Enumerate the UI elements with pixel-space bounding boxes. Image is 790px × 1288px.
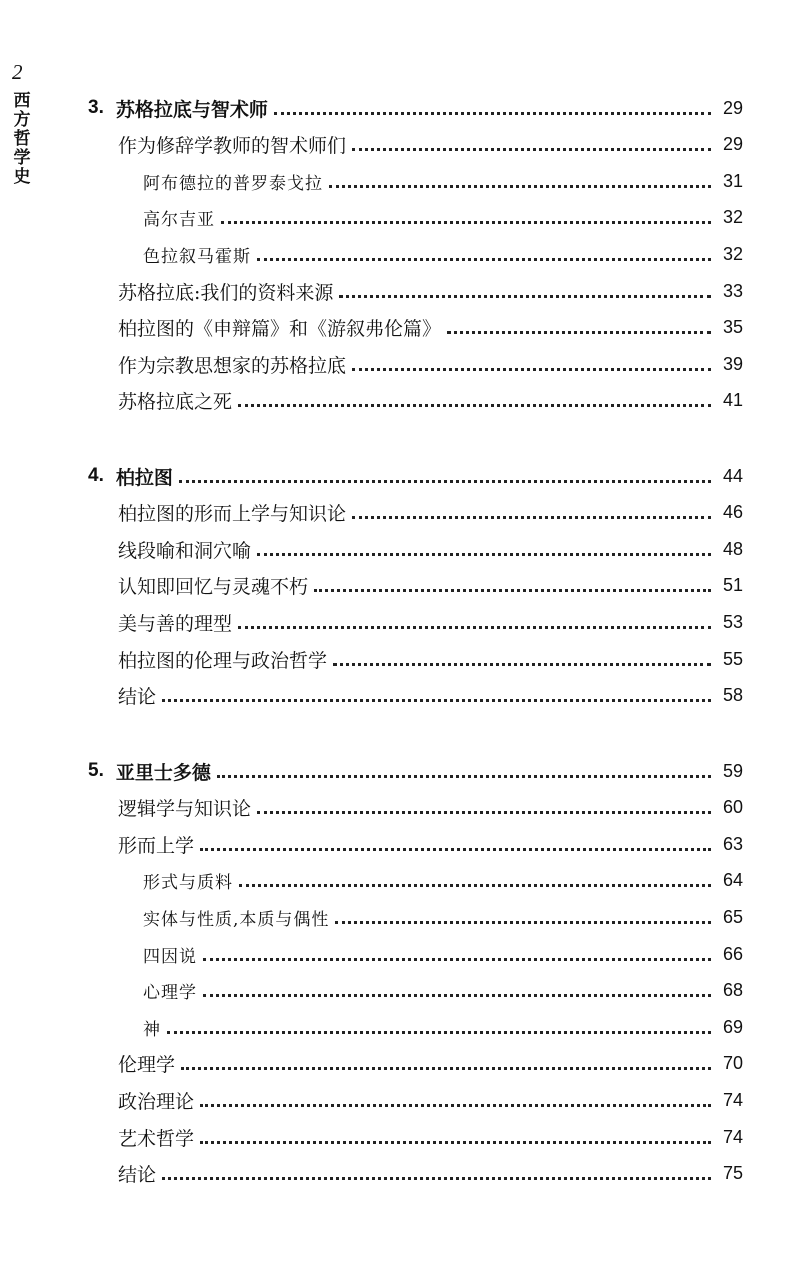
page-ref: 65 (722, 906, 743, 927)
leader-dots (200, 1104, 711, 1107)
page-ref: 74 (722, 1089, 743, 1110)
chapter-number: 5. (88, 760, 104, 781)
leader-dots (257, 258, 711, 261)
entry-title: 形而上学 (118, 834, 195, 857)
page-number: 2 (12, 60, 23, 84)
leader-dots (352, 368, 711, 371)
toc-subentry (118, 386, 743, 416)
running-title: 西方哲学史 (13, 91, 31, 187)
page-ref: 33 (722, 280, 743, 301)
entry-title: 政治理论 (118, 1090, 195, 1113)
toc-subsubentry (143, 1012, 743, 1042)
toc-subentry (118, 644, 743, 674)
entry-title: 柏拉图的伦理与政治哲学 (118, 649, 328, 672)
leader-dots (314, 589, 711, 592)
leader-dots (335, 921, 711, 924)
leader-dots (257, 811, 711, 814)
toc-subentry (118, 130, 743, 160)
toc-subentry (118, 1049, 743, 1079)
page-ref: 46 (722, 502, 743, 523)
page-ref: 41 (722, 390, 743, 411)
toc-subentry (118, 829, 743, 859)
toc-subentry (118, 1122, 743, 1152)
toc-subentry (118, 276, 743, 306)
leader-dots (352, 516, 711, 519)
toc-chapter-heading (88, 93, 743, 123)
entry-title: 形式与质料 (143, 873, 233, 894)
leader-dots (274, 112, 711, 115)
page-ref: 66 (722, 943, 743, 964)
page-ref: 35 (722, 317, 743, 338)
entry-title: 四因说 (143, 946, 197, 967)
entry-title: 结论 (118, 686, 157, 709)
leader-dots (162, 1177, 711, 1180)
page-ref: 68 (722, 980, 743, 1001)
leader-dots (203, 994, 711, 997)
entry-title: 心理学 (143, 983, 197, 1004)
toc-subentry (118, 607, 743, 637)
page-ref: 39 (722, 353, 743, 374)
page-ref: 63 (722, 833, 743, 854)
page-ref: 31 (722, 170, 743, 191)
leader-dots (238, 404, 711, 407)
toc-subentry (118, 793, 743, 823)
leader-dots (239, 884, 711, 887)
entry-title: 美与善的理型 (118, 612, 233, 635)
toc-subentry (118, 313, 743, 343)
entry-title: 结论 (118, 1164, 157, 1187)
toc-subentry (118, 1159, 743, 1189)
toc-subsubentry (143, 939, 743, 969)
toc-subsubentry (143, 239, 743, 269)
chapter-title: 苏格拉底与智术师 (115, 98, 268, 121)
entry-title: 苏格拉底:我们的资料来源 (118, 281, 334, 304)
leader-dots (181, 1067, 711, 1070)
leader-dots (221, 221, 711, 224)
page-ref: 53 (722, 611, 743, 632)
page-ref: 59 (722, 760, 743, 781)
leader-dots (329, 185, 711, 188)
page-ref: 29 (722, 134, 743, 155)
entry-title: 神 (143, 1019, 161, 1040)
page-ref: 75 (722, 1163, 743, 1184)
entry-title: 线段喻和洞穴喻 (118, 539, 252, 562)
entry-title: 作为修辞学教师的智术师们 (118, 135, 347, 158)
entry-title: 伦理学 (118, 1054, 176, 1077)
leader-dots (162, 699, 711, 702)
page-ref: 58 (722, 685, 743, 706)
leader-dots (333, 663, 711, 666)
toc-subentry (118, 349, 743, 379)
entry-title: 柏拉图的形而上学与知识论 (118, 503, 347, 526)
page-ref: 69 (722, 1016, 743, 1037)
toc-chapter-heading (88, 756, 743, 786)
leader-dots (200, 848, 711, 851)
chapter-number: 4. (88, 465, 104, 486)
entry-title: 艺术哲学 (118, 1127, 195, 1150)
leader-dots (238, 626, 711, 629)
entry-title: 柏拉图的《申辩篇》和《游叙弗伦篇》 (118, 318, 442, 341)
page-ref: 70 (722, 1053, 743, 1074)
leader-dots (339, 295, 711, 298)
leader-dots (257, 553, 711, 556)
entry-title: 色拉叙马霍斯 (143, 246, 251, 267)
page-ref: 32 (722, 207, 743, 228)
leader-dots (167, 1031, 711, 1034)
toc-subsubentry (143, 166, 743, 196)
page-ref: 74 (722, 1126, 743, 1147)
entry-title: 逻辑学与知识论 (118, 798, 252, 821)
entry-title: 作为宗教思想家的苏格拉底 (118, 354, 347, 377)
chapter-title: 柏拉图 (115, 466, 173, 489)
page-ref: 48 (722, 538, 743, 559)
toc-subsubentry (143, 902, 743, 932)
chapter-number: 3. (88, 97, 104, 118)
leader-dots (179, 480, 711, 483)
leader-dots (447, 331, 711, 334)
page-ref: 29 (722, 97, 743, 118)
chapter-title: 亚里士多德 (115, 761, 211, 784)
page-ref: 51 (722, 575, 743, 596)
toc-subsubentry (143, 866, 743, 896)
toc-subsubentry (143, 976, 743, 1006)
toc-subentry (118, 681, 743, 711)
page-ref: 32 (722, 243, 743, 264)
toc-chapter-heading (88, 461, 743, 491)
leader-dots (352, 148, 711, 151)
entry-title: 苏格拉底之死 (118, 391, 233, 414)
page-ref: 60 (722, 797, 743, 818)
entry-title: 高尔吉亚 (143, 210, 215, 231)
leader-dots (200, 1141, 711, 1144)
entry-title: 认知即回忆与灵魂不朽 (118, 576, 309, 599)
toc-subentry (118, 571, 743, 601)
toc-subentry (118, 534, 743, 564)
entry-title: 实体与性质,本质与偶性 (143, 909, 330, 930)
entry-title: 阿布德拉的普罗泰戈拉 (143, 173, 323, 194)
page-ref: 64 (722, 870, 743, 891)
leader-dots (203, 958, 711, 961)
toc-subsubentry (143, 203, 743, 233)
toc-subentry (118, 498, 743, 528)
toc-subentry (118, 1085, 743, 1115)
page-ref: 55 (722, 648, 743, 669)
page-ref: 44 (722, 465, 743, 486)
leader-dots (217, 775, 711, 778)
